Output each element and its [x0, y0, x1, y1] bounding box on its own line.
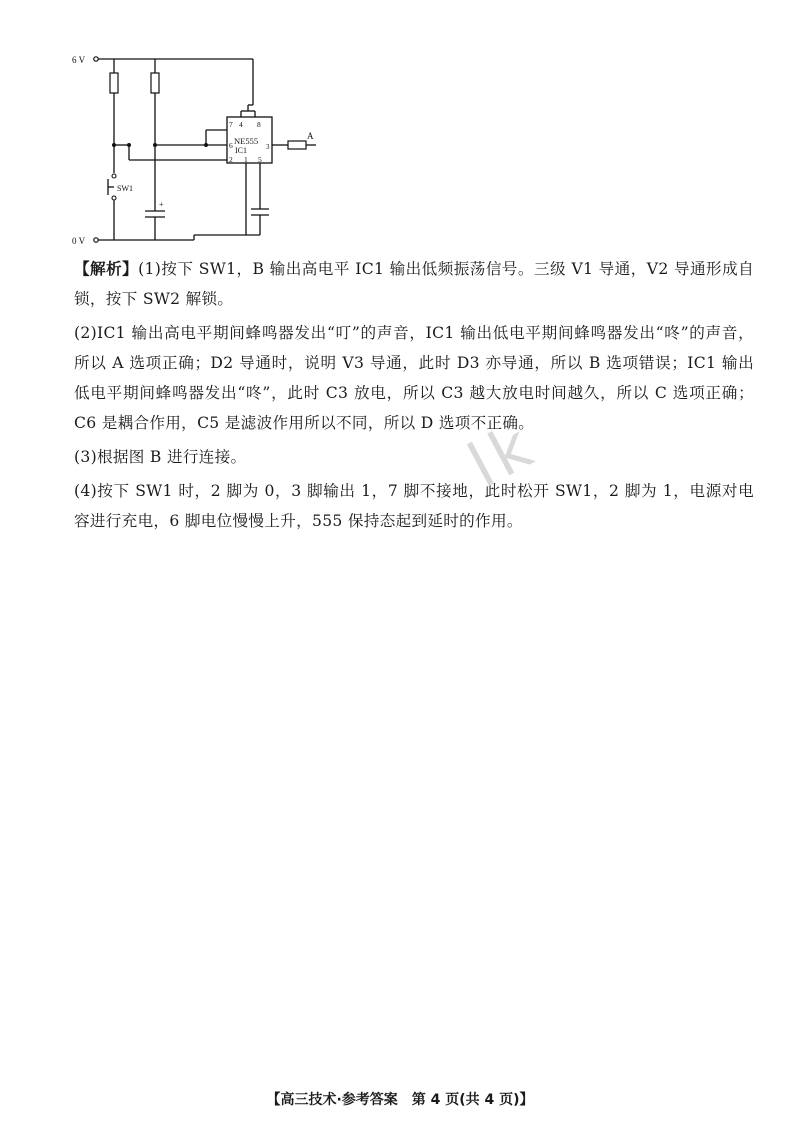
circuit-diagram: [70, 45, 330, 250]
pin-2: 2: [229, 155, 233, 164]
pin-4: 4: [239, 120, 243, 129]
output-label: A: [307, 131, 314, 141]
label-cap-plus: +: [159, 200, 164, 209]
pin-8: 8: [257, 120, 261, 129]
analysis-heading: 【解析】: [74, 259, 139, 278]
analysis-text-1: (1)按下 SW1，B 输出高电平 IC1 输出低频振荡信号。三级 V1 导通，V2 导通形成自锁，按下 SW2 解锁。: [74, 260, 755, 308]
analysis-paragraph-4: (4)按下 SW1 时，2 脚为 0，3 脚输出 1，7 脚不接地，此时松开 SW1，2 脚为 1，电源对电容进行充电，6 脚电位慢慢上升，555 保持态起到延时的作用。: [74, 482, 754, 530]
chip-ref: IC1: [235, 146, 247, 155]
analysis-section: [74, 254, 754, 540]
pin-3: 3: [266, 143, 270, 151]
ground-rail-0v: [94, 235, 260, 242]
switch-sw1: [108, 174, 116, 240]
pin-5: 5: [258, 155, 262, 164]
capacitor-c2: [251, 163, 269, 235]
label-0v: 0 V: [72, 236, 86, 246]
analysis-paragraph-3: (3)根据图 B 进行连接。: [74, 448, 247, 466]
watermark: lk: [456, 406, 549, 503]
label-6v: 6 V: [72, 55, 86, 65]
chip-name: NE555: [234, 136, 259, 146]
analysis-paragraph-2: (2)IC1 输出高电平期间蜂鸣器发出“叮”的声音，IC1 输出低电平期间蜂鸣器发出“咚”的声音，所以 A 选项正确；D2 导通时，说明 V3 导通，此时 D3 亦导通，所以 B 选项错误；IC1 输出低电平期间蜂鸣器发出“咚”，此时 C3 放电，所以 C3 越大放电时间越久，所以 C 选项正确；C6 是耦合作用，C5 是滤波作用所以不同，所以 D 选项不正确。: [74, 324, 754, 432]
pin-1: 1: [244, 155, 248, 164]
capacitor-c1: [145, 211, 165, 240]
pin-7: 7: [229, 120, 233, 129]
resistor-r2: [151, 59, 159, 211]
pin-6: 6: [229, 141, 233, 150]
label-sw1: SW1: [117, 184, 133, 193]
output-resistor: [272, 141, 316, 149]
resistor-r1: [110, 59, 118, 173]
analysis-paragraph-1: [74, 254, 754, 314]
page-footer: 【高三技术·参考答案 第 4 页(共 4 页)】: [266, 1092, 534, 1108]
